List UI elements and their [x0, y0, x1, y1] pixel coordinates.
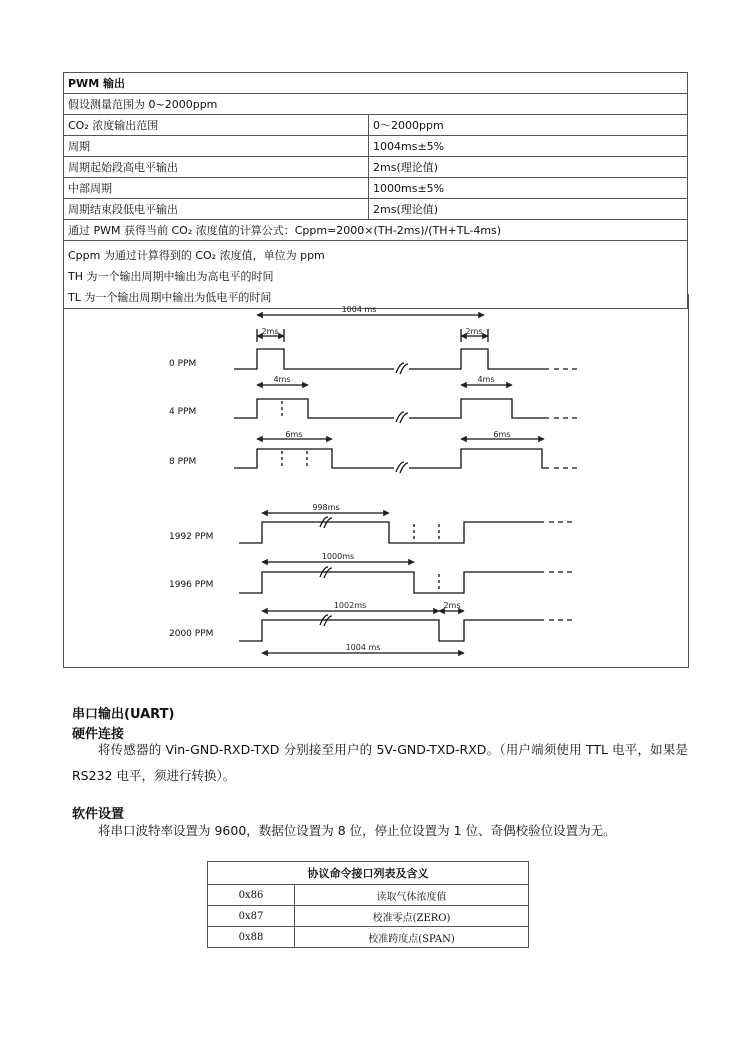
- software-text: 将串口波特率设置为 9600，数据位设置为 8 位，停止位设置为 1 位、奇偶校验位设置为无。: [98, 823, 616, 838]
- width-label: 4ms: [273, 375, 291, 384]
- width-label: 2ms: [465, 327, 483, 336]
- table-row: [64, 157, 688, 178]
- note-cppm: Cppm 为通过计算得到的 CO₂ 浓度值，单位为 ppm: [68, 249, 325, 262]
- row-value: 2ms(理论值): [369, 199, 688, 220]
- software-title: 软件设置: [72, 807, 125, 822]
- width-label: 1002ms: [333, 601, 367, 610]
- note-tl: TL 为一个输出周期中输出为低电平的时间: [68, 291, 272, 304]
- protocol-table: [207, 861, 529, 948]
- table-row: [64, 136, 688, 157]
- row-label-1996ppm: 1996 PPM: [169, 580, 214, 590]
- table-row: [64, 115, 688, 136]
- table-row: [64, 199, 688, 220]
- row-value: 2ms(理论值): [369, 157, 688, 178]
- cmd-desc: 校准零点(ZERO): [295, 906, 529, 927]
- row-label: 周期起始段高电平输出: [64, 157, 369, 178]
- row-label-2000ppm: 2000 PPM: [169, 629, 214, 639]
- protocol-table-title: 协议命令接口列表及含义: [208, 862, 529, 885]
- hardware-title: 硬件连接: [72, 727, 125, 742]
- table-row: [208, 906, 529, 927]
- note-th: TH 为一个输出周期中输出为高电平的时间: [68, 270, 274, 283]
- uart-title: 串口输出(UART): [72, 707, 175, 722]
- row-value: 1000ms±5%: [369, 178, 688, 199]
- row-label-1992ppm: 1992 PPM: [169, 532, 214, 542]
- cmd-code: 0x87: [208, 906, 295, 927]
- width-label: 2ms: [261, 327, 279, 336]
- row-label: 周期: [64, 136, 369, 157]
- row-label-4ppm: 4 PPM: [169, 407, 197, 417]
- cmd-desc: 校准跨度点(SPAN): [295, 927, 529, 948]
- row-label: 中部周期: [64, 178, 369, 199]
- width-label: 998ms: [312, 503, 340, 512]
- row-value: 0～2000ppm: [369, 115, 688, 136]
- pwm-range-assumption: 假设测量范围为 0~2000ppm: [64, 94, 688, 115]
- row-label-0ppm: 0 PPM: [169, 359, 197, 369]
- row-label-8ppm: 8 PPM: [169, 457, 197, 467]
- table-row: [208, 927, 529, 948]
- row-label: 周期结束段低电平输出: [64, 199, 369, 220]
- width-label: 6ms: [285, 430, 303, 439]
- width-label: 6ms: [493, 430, 511, 439]
- table-row: [208, 885, 529, 906]
- table-row: [64, 178, 688, 199]
- pwm-header: PWM 输出: [64, 73, 688, 94]
- row-label: CO₂ 浓度输出范围: [64, 115, 369, 136]
- width-label: 2ms: [443, 601, 461, 610]
- pwm-spec-table: [63, 72, 688, 309]
- cmd-code: 0x86: [208, 885, 295, 906]
- cmd-code: 0x88: [208, 927, 295, 948]
- pwm-timing-diagram: [63, 294, 689, 668]
- cmd-desc: 读取气体浓度值: [295, 885, 529, 906]
- hardware-text: 将传感器的 Vin-GND-RXD-TXD 分别接至用户的 5V-GND-TXD-RXD。（用户端须使用 TTL 电平，如果是 RS232 电平，须进行转换）。: [72, 742, 688, 783]
- top-period-label: 1004 ms: [341, 305, 377, 314]
- width-label: 1000ms: [321, 552, 355, 561]
- pwm-formula: 通过 PWM 获得当前 CO₂ 浓度值的计算公式：Cppm=2000×(TH-2ms)/(TH+TL-4ms): [64, 220, 688, 241]
- width-label: 4ms: [477, 375, 495, 384]
- bottom-period-label: 1004 ms: [345, 643, 381, 652]
- row-value: 1004ms±5%: [369, 136, 688, 157]
